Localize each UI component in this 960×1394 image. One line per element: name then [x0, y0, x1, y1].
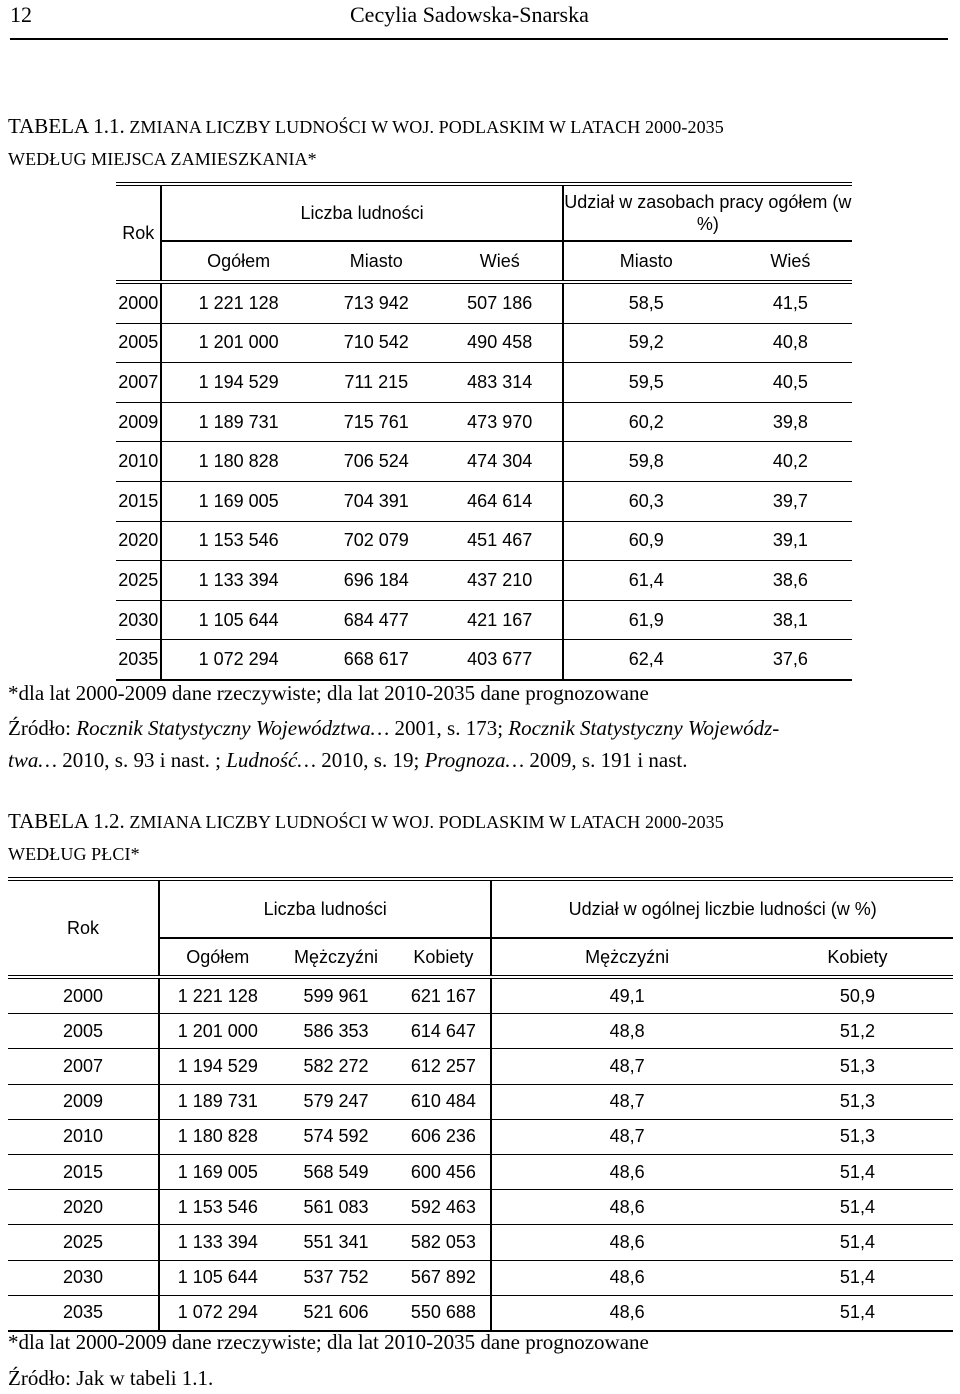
- table2-value-cell: 1 072 294: [159, 1295, 276, 1331]
- table2-year-cell: 2015: [8, 1154, 159, 1189]
- table1-value-cell: 507 186: [467, 292, 533, 313]
- table1-source-part: 2009, s. 191 i nast.: [524, 748, 688, 772]
- table2-value-cell: 48,6: [491, 1225, 762, 1260]
- table2-value-cell: 567 892: [396, 1260, 491, 1295]
- table2-caption-subtitle: WEDŁUG PŁCI*: [8, 844, 140, 864]
- table1-col-header: Wieś: [729, 241, 852, 282]
- table2-value-cell: 48,7: [491, 1119, 762, 1154]
- table1-row: [116, 323, 852, 363]
- table2-value-cell: 614 647: [396, 1014, 491, 1049]
- table2-value-cell: 49,1: [491, 977, 762, 1014]
- table1-col-header: Ogółem: [161, 241, 314, 282]
- table1-value-cell: 38,1: [729, 600, 852, 640]
- table1-source-part: Źródło:: [8, 716, 77, 740]
- table1-value-cell: 684 477: [315, 600, 438, 640]
- table1-col-header: Miasto: [315, 241, 438, 282]
- table2-value-cell: 610 484: [396, 1084, 491, 1119]
- table2-caption-title: ZMIANA LICZBY LUDNOŚCI W WOJ. PODLASKIM W LATACH 2000-2035: [124, 812, 724, 832]
- table1-value-cell: 1 153 546: [161, 521, 314, 561]
- table2-row: [8, 1225, 953, 1260]
- table2-value-cell: 48,6: [491, 1295, 762, 1331]
- table2-value-cell: 48,6: [491, 1260, 762, 1295]
- table1-year-cell: 2025: [116, 561, 161, 601]
- table1-caption-subtitle: WEDŁUG MIEJSCA ZAMIESZKANIA*: [8, 149, 317, 169]
- table2-year-cell: 2020: [8, 1190, 159, 1225]
- table2-year-cell: 2030: [8, 1260, 159, 1295]
- table2-caption: [8, 805, 953, 870]
- table2-value-cell: 51,4: [762, 1295, 953, 1331]
- table1-value-cell: 60,9: [563, 521, 729, 561]
- table2-value-cell: 48,8: [491, 1014, 762, 1049]
- table2-value-cell: 51,2: [762, 1014, 953, 1049]
- table2-value-cell: 51,3: [762, 1119, 953, 1154]
- table2-value-cell: 582 272: [276, 1049, 397, 1084]
- table2-year-cell: 2000: [8, 977, 159, 1014]
- table2-value-cell: 48,6: [491, 1190, 762, 1225]
- table1-year-cell: 2030: [116, 600, 161, 640]
- table2-value-cell: 1 105 644: [159, 1260, 276, 1295]
- table1-row: [116, 363, 852, 403]
- table1-row: [116, 600, 852, 640]
- table2-value-cell: 51,3: [762, 1049, 953, 1084]
- table1-year-cell: 2009: [116, 402, 161, 442]
- table2-head-rok: Rok: [8, 879, 159, 977]
- table1-value-cell: 1 189 731: [161, 402, 314, 442]
- table1-caption: [8, 110, 953, 175]
- table2-value-cell: 51,4: [762, 1225, 953, 1260]
- table1-source-part: 2010, s. 19;: [316, 748, 425, 772]
- table2-value-cell: 561 083: [276, 1190, 397, 1225]
- table1-value-cell: 58,5: [563, 282, 729, 323]
- table1-source-part: 2001, s. 173;: [389, 716, 509, 740]
- table2-row: [8, 1154, 953, 1189]
- table2-value-cell: 51,3: [762, 1084, 953, 1119]
- table1-value-cell: 1 180 828: [161, 442, 314, 482]
- table1-row: [116, 282, 852, 323]
- table1-value-cell: 713 942: [343, 292, 409, 313]
- table1-value-cell: 59,2: [563, 323, 729, 363]
- table2-note: *dla lat 2000-2009 dane rzeczywiste; dla lat 2010-2035 dane prognozowane: [8, 1330, 649, 1354]
- table1-note: *dla lat 2000-2009 dane rzeczywiste; dla lat 2010-2035 dane prognozowane: [8, 681, 649, 705]
- table2-row: [8, 1260, 953, 1295]
- table1-row: [116, 561, 852, 601]
- table2-row: [8, 1119, 953, 1154]
- table2-value-cell: 51,4: [762, 1154, 953, 1189]
- table1-year-cell: 2015: [116, 481, 161, 521]
- table2-value-cell: 574 592: [276, 1119, 397, 1154]
- table2-col-header: Kobiety: [762, 938, 953, 977]
- table2-value-cell: 537 752: [276, 1260, 397, 1295]
- table2-value-cell: 599 961: [303, 985, 369, 1006]
- table1-value-cell: 1 105 644: [161, 600, 314, 640]
- table2-col-header: Ogółem: [159, 938, 276, 977]
- table1-year-cell: 2010: [116, 442, 161, 482]
- table1-value-cell: 696 184: [315, 561, 438, 601]
- table2-value-cell: 1 221 128: [177, 985, 258, 1006]
- table1-source-part: 2010, s. 93 i nast. ;: [57, 748, 227, 772]
- table1-value-cell: 437 210: [438, 561, 563, 601]
- table2-year-cell: 2010: [8, 1119, 159, 1154]
- table2-value-cell: 586 353: [276, 1014, 397, 1049]
- table1-value-cell: 59,8: [563, 442, 729, 482]
- table1-value-cell: 1 133 394: [161, 561, 314, 601]
- table1-value-cell: 464 614: [438, 481, 563, 521]
- table2-row: [8, 1049, 953, 1084]
- table2-value-cell: 1 133 394: [159, 1225, 276, 1260]
- table2: [8, 877, 953, 1332]
- table1-caption-label: TABELA 1.1.: [8, 114, 125, 138]
- table1-value-cell: 41,5: [772, 292, 808, 313]
- table1-value-cell: 40,8: [729, 323, 852, 363]
- table2-value-cell: 1 153 546: [159, 1190, 276, 1225]
- table1-value-cell: 1 194 529: [161, 363, 314, 403]
- table1-value-cell: 61,9: [563, 600, 729, 640]
- table2-year-cell: 2009: [8, 1084, 159, 1119]
- table2-value-cell: 621 167: [410, 985, 476, 1006]
- table1-value-cell: 451 467: [438, 521, 563, 561]
- table1: [116, 182, 852, 681]
- table1-year-cell: 2005: [116, 323, 161, 363]
- table1-value-cell: 59,5: [563, 363, 729, 403]
- table1-value-cell: 704 391: [315, 481, 438, 521]
- table1-value-cell: 62,4: [563, 640, 729, 680]
- table2-value-cell: 48,7: [491, 1084, 762, 1119]
- table2-value-cell: 1 180 828: [159, 1119, 276, 1154]
- table1-source-part: twa…: [8, 748, 58, 772]
- table2-col-header: Mężczyźni: [491, 938, 762, 977]
- table2-value-cell: 582 053: [396, 1225, 491, 1260]
- table1-caption-title: ZMIANA LICZBY LUDNOŚCI W WOJ. PODLASKIM W LATACH 2000-2035: [124, 117, 724, 137]
- table2-value-cell: 606 236: [396, 1119, 491, 1154]
- table2-caption-label: TABELA 1.2.: [8, 809, 125, 833]
- table1-value-cell: 61,4: [563, 561, 729, 601]
- table1-value-cell: 711 215: [315, 363, 438, 403]
- table2-row: [8, 977, 953, 1014]
- table1-value-cell: 473 970: [438, 402, 563, 442]
- table2-source: Źródło: Jak w tabeli 1.1.: [8, 1366, 214, 1390]
- table1-year-cell: 2007: [116, 363, 161, 403]
- table2-col-header: Kobiety: [396, 938, 491, 977]
- table1-value-cell: 474 304: [438, 442, 563, 482]
- table2-value-cell: 48,7: [491, 1049, 762, 1084]
- table1-head-liczba: Liczba ludności: [161, 184, 562, 241]
- table2-value-cell: 1 169 005: [159, 1154, 276, 1189]
- table1-value-cell: 39,7: [729, 481, 852, 521]
- table1-source: [8, 712, 953, 776]
- table2-value-cell: 48,6: [491, 1154, 762, 1189]
- table1-value-cell: 60,2: [563, 402, 729, 442]
- table1-value-cell: 37,6: [729, 640, 852, 680]
- table2-value-cell: 51,4: [762, 1260, 953, 1295]
- table1-col-header: Miasto: [563, 241, 729, 282]
- table1-source-part: Ludność…: [226, 748, 317, 772]
- table2-year-cell: 2035: [8, 1295, 159, 1331]
- table1-value-cell: 668 617: [315, 640, 438, 680]
- table1-head-rok: Rok: [116, 184, 161, 282]
- table2-year-cell: 2005: [8, 1014, 159, 1049]
- table1-value-cell: 710 542: [315, 323, 438, 363]
- table2-value-cell: 1 189 731: [159, 1084, 276, 1119]
- table1-source-part: Rocznik Statystyczny Województwa…: [76, 716, 390, 740]
- table1-value-cell: 715 761: [315, 402, 438, 442]
- table2-value-cell: 600 456: [396, 1154, 491, 1189]
- page-header: [10, 0, 948, 40]
- table2-value-cell: 550 688: [396, 1295, 491, 1331]
- table1-value-cell: 40,2: [729, 442, 852, 482]
- table1-value-cell: 483 314: [438, 363, 563, 403]
- table1-head-udzial: Udział w zasobach pracy ogółem (w %): [563, 184, 852, 241]
- table1-row: [116, 640, 852, 680]
- table1-value-cell: 60,3: [563, 481, 729, 521]
- table1-value-cell: 490 458: [438, 323, 563, 363]
- table2-col-header: Mężczyźni: [276, 938, 397, 977]
- page-number: 12: [10, 2, 32, 27]
- table1-value-cell: 1 072 294: [161, 640, 314, 680]
- table2-row: [8, 1014, 953, 1049]
- table1-row: [116, 481, 852, 521]
- table2-value-cell: 612 257: [396, 1049, 491, 1084]
- table2-value-cell: 521 606: [276, 1295, 397, 1331]
- table2-value-cell: 579 247: [276, 1084, 397, 1119]
- table1-year-cell: 2000: [116, 282, 161, 323]
- table1-year-cell: 2020: [116, 521, 161, 561]
- table2-value-cell: 1 201 000: [159, 1014, 276, 1049]
- table1-row: [116, 521, 852, 561]
- table2-value-cell: 51,4: [762, 1190, 953, 1225]
- table1-value-cell: 40,5: [729, 363, 852, 403]
- table2-value-cell: 551 341: [276, 1225, 397, 1260]
- table1-value-cell: 39,8: [729, 402, 852, 442]
- table1-row: [116, 402, 852, 442]
- table1-col-header: Wieś: [438, 241, 563, 282]
- table1-value-cell: 1 169 005: [161, 481, 314, 521]
- table1-row: [116, 442, 852, 482]
- table2-row: [8, 1190, 953, 1225]
- table2-value-cell: 568 549: [276, 1154, 397, 1189]
- table1-value-cell: 1 221 128: [198, 292, 279, 313]
- table2-head-udzial: Udział w ogólnej liczbie ludności (w %): [491, 879, 953, 938]
- table2-value-cell: 592 463: [396, 1190, 491, 1225]
- table1-value-cell: 421 167: [438, 600, 563, 640]
- table1-source-part: Prognoza…: [424, 748, 525, 772]
- table1-value-cell: 403 677: [438, 640, 563, 680]
- table1-value-cell: 39,1: [729, 521, 852, 561]
- table2-year-cell: 2007: [8, 1049, 159, 1084]
- table1-value-cell: 702 079: [315, 521, 438, 561]
- table1-value-cell: 38,6: [729, 561, 852, 601]
- table2-row: [8, 1084, 953, 1119]
- table2-value-cell: 50,9: [839, 985, 875, 1006]
- table1-source-part: Rocznik Statystyczny Wojewódz-: [508, 716, 780, 740]
- table2-head-liczba: Liczba ludności: [159, 879, 491, 938]
- table2-value-cell: 1 194 529: [159, 1049, 276, 1084]
- table1-year-cell: 2035: [116, 640, 161, 680]
- table1-value-cell: 1 201 000: [161, 323, 314, 363]
- table2-year-cell: 2025: [8, 1225, 159, 1260]
- running-head-author: Cecylia Sadowska-Snarska: [350, 2, 589, 27]
- table1-value-cell: 706 524: [315, 442, 438, 482]
